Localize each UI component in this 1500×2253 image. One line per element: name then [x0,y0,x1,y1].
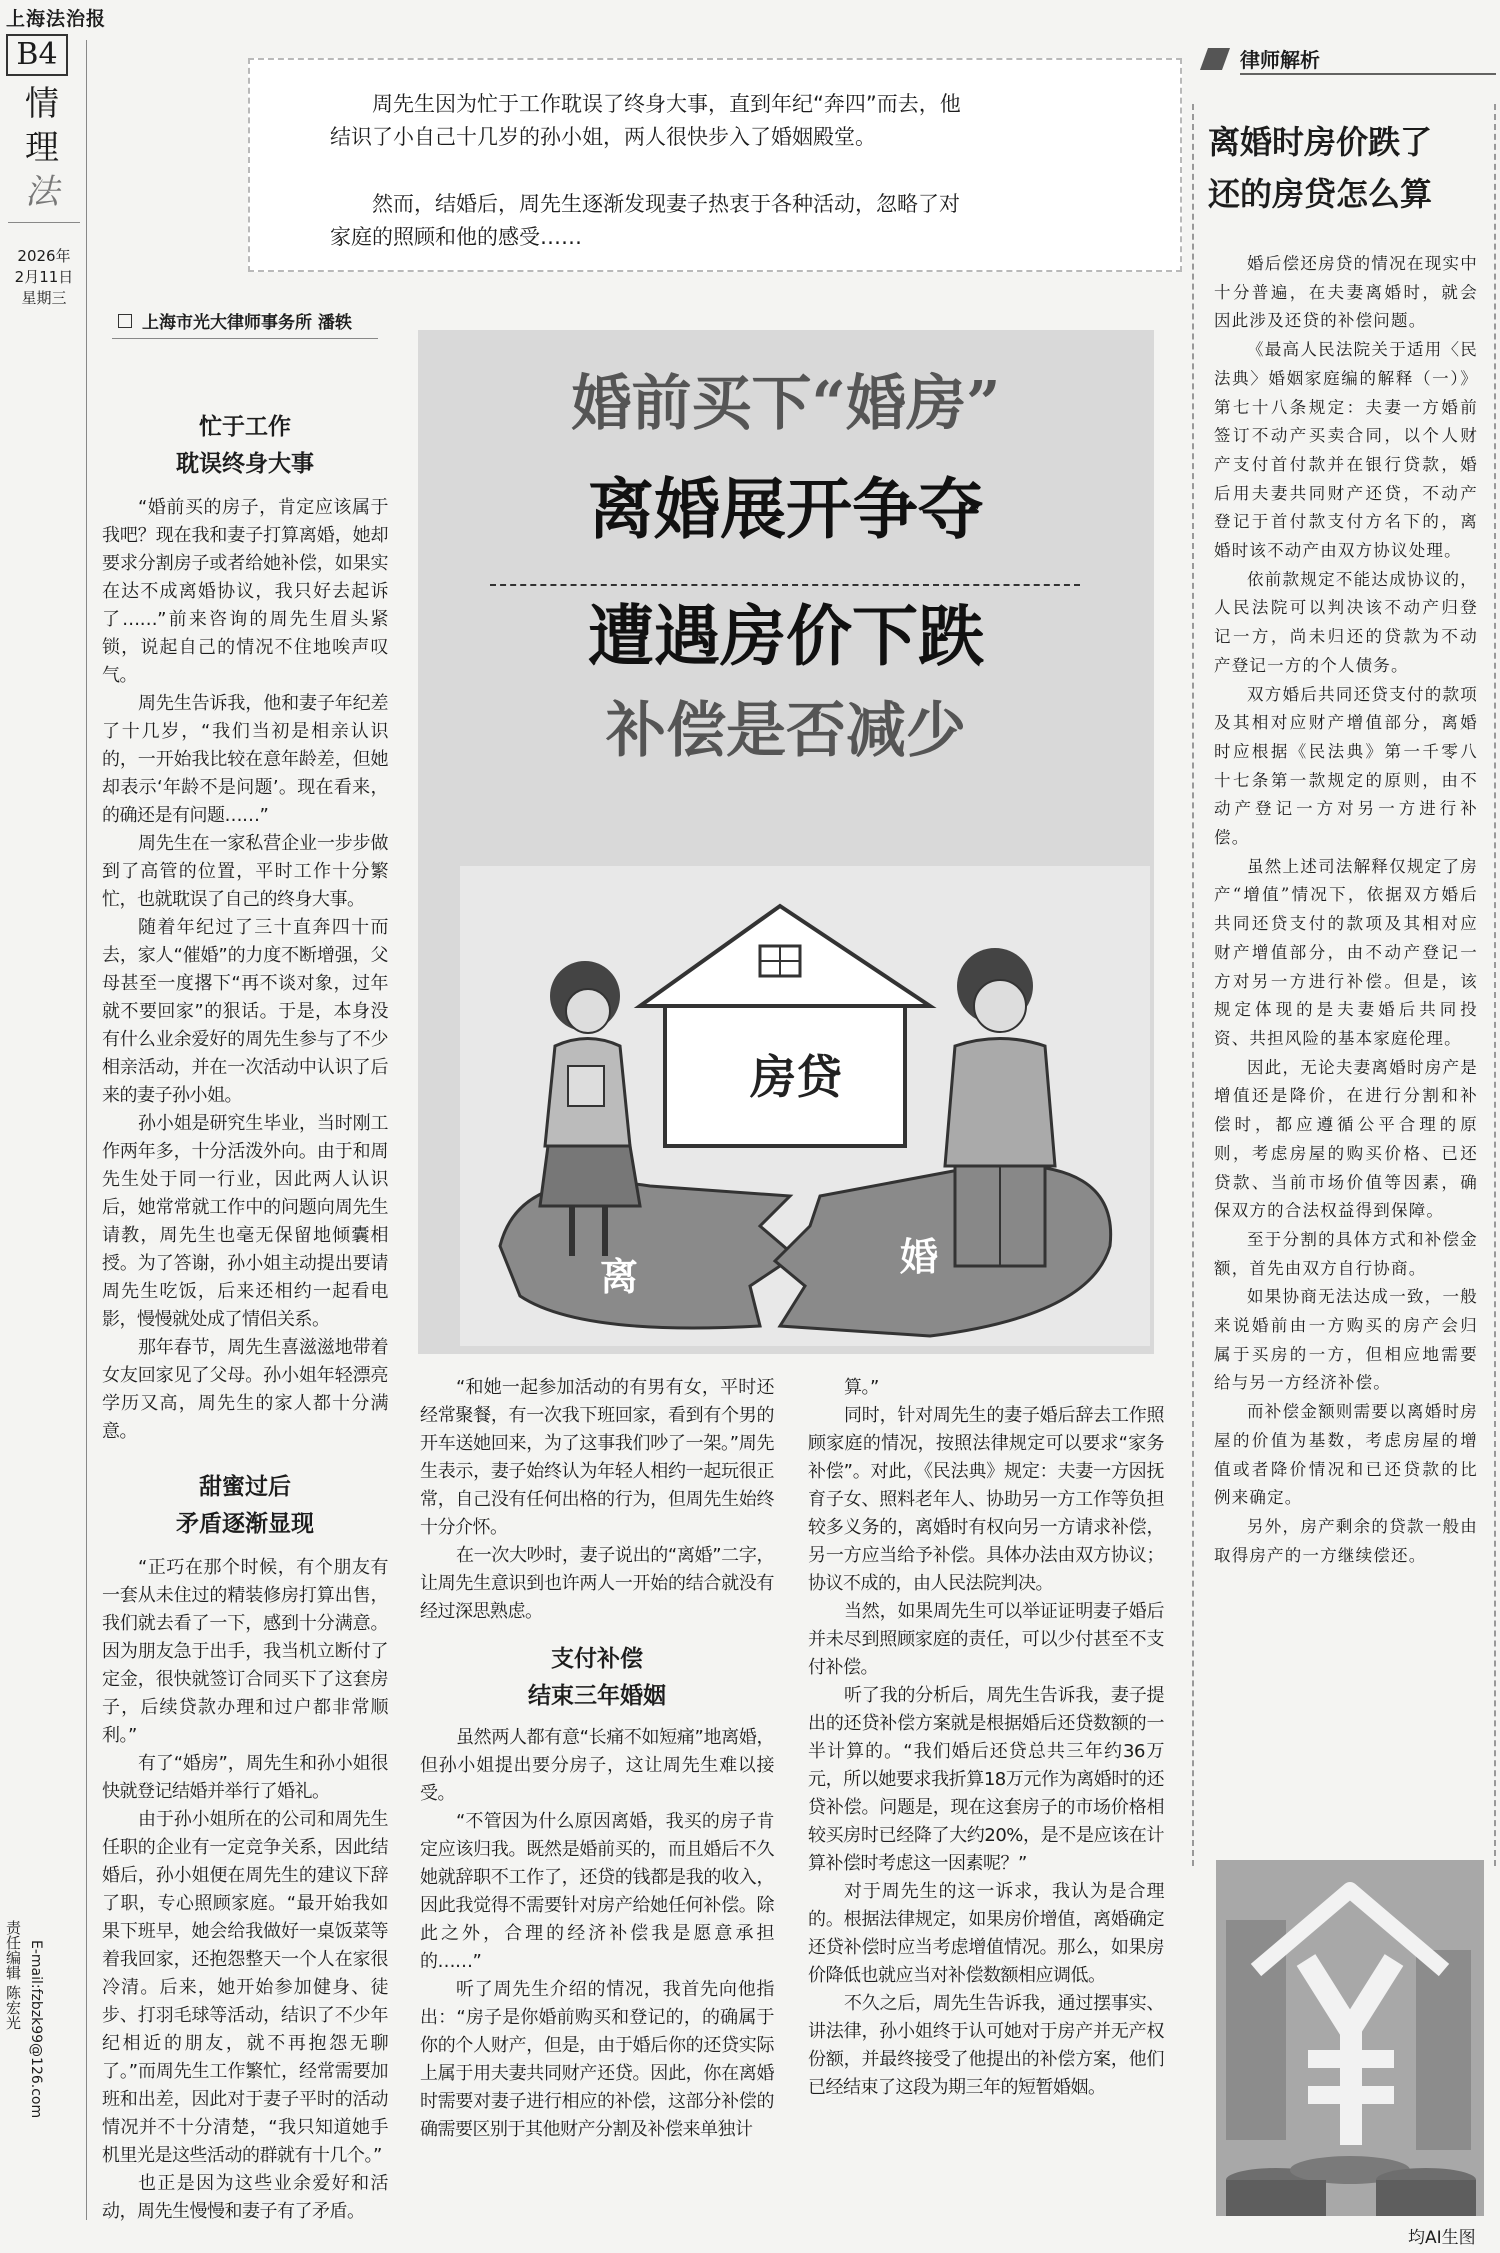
body-paragraph: “婚前买的房子，肯定应该属于我吧？现在我和妻子打算离婚，她却要求分割房子或者给她补偿，如果实在达不成离婚协议，我只好去起诉了……”前来咨询的周先生眉头紧锁，说起自己的情况不住地唉声叹气。 [102,497,388,686]
issue-date [8,246,80,309]
body-paragraph: 同时，针对周先生的妻子婚后辞去工作照顾家庭的情况，按照法律规定可以要求“家务补偿”。对此，《民法典》规定：夫妻一方因抚育子女、照料老年人、协助另一方工作等负担较多义务的，离婚时有权向另一方请求补偿，另一方应当给予补偿。具体办法由双方协议；协议不成的，由人民法院判决。 [808,1405,1164,1594]
editor-email: E-mail:fzbzk99@126.com [28,1940,44,2119]
subheading-line: 矛盾逐渐显现 [176,1510,314,1537]
editor-credit: 责任编辑 陈宏光 [4,1920,22,2030]
divider [112,338,378,339]
divider [86,40,87,2220]
yuan-illustration [1216,1860,1484,2216]
sidebar-title-line: 离婚时房价跌了 [1208,123,1433,161]
heart-right-label: 婚 [900,1234,939,1279]
author-name: 上海市光大律师事务所 潘轶 [142,313,352,333]
body-paragraph: 随着年纪过了三十直奔四十而去，家人“催婚”的力度不断增强，父母甚至一度撂下“再不谈对象，过年就不要回家”的狠话。于是，本身没有什么业余爱好的周先生参与了不少相亲活动，并在一次活动中认识了后来的妻子孙小姐。 [102,917,388,1106]
body-paragraph: 那年春节，周先生喜滋滋地带着女友回家见了父母。孙小姐年轻漂亮学历又高，周先生的家人都十分满意。 [102,1337,388,1442]
image-credit: 均AI生图 [1408,2228,1476,2248]
body-paragraph: 孙小姐是研究生毕业，当时刚工作两年多，十分活泼外向。由于和周先生处于同一行业，因此两人认识后，她常常就工作中的问题向周先生请教，周先生也毫无保留地倾囊相授。为了答谢，孙小姐主动提出要请周先生吃饭，后来还相约一起看电影，慢慢就处成了情侣关系。 [102,1113,388,1330]
date-weekday: 星期三 [21,289,67,307]
sidebar-body [1214,250,1478,1570]
tag-label: 律师解析 [1240,48,1320,72]
column-3 [808,1374,1164,2102]
subheading [102,408,388,482]
illustration [460,866,1150,1346]
body-paragraph: 对于周先生的这一诉求，我认为是合理的。根据法律规定，如果房价增值，离婚确定还贷补偿时应当考虑增值情况。那么，如果房价降低也就应当对补偿数额相应调低。 [808,1881,1164,1986]
house-label: 房贷 [750,1050,842,1104]
body-paragraph: 虽然两人都有意“长痛不如短痛”地离婚，但孙小姐提出要分房子，这让周先生难以接受。 [420,1727,774,1804]
headline-line: 婚前买下“婚房” [571,369,1001,439]
newspaper-masthead: 上海法治报 [6,8,107,30]
subheading-line: 忙于工作 [199,413,291,440]
sidebar-paragraph: 依前款规定不能达成协议的，人民法院可以判决该不动产归登记一方，尚未归还的贷款为不动产登记一方的个人债务。 [1214,569,1478,675]
intro-paragraph: 然而，结婚后，周先生逐渐发现妻子热衷于各种活动，忽略了对家庭的照顾和他的感受…… [330,192,960,249]
body-paragraph: 周先生告诉我，他和妻子年纪差了十几岁，“我们当初是相亲认识的，一开始我比较在意年龄差，但她却表示‘年龄不是问题’。现在看来，的确还是有问题……” [102,693,388,826]
date-day: 2月11日 [14,268,74,286]
subheading-line: 支付补偿 [551,1645,643,1672]
sidebar-paragraph: 双方婚后共同还贷支付的款项及其相对应财产增值部分，离婚时应根据《民法典》第一千零八十七条第一款规定的原则，由不动产登记一方对另一方进行补偿。 [1214,684,1478,848]
body-paragraph: 不久之后，周先生告诉我，通过摆事实、讲法律，孙小姐终于认可她对于房产并无产权份额，并最终接受了他提出的补偿方案，他们已经结束了这段为期三年的短暂婚姻。 [808,1993,1164,2098]
sidebar-paragraph: 而补偿金额则需要以离婚时房屋的价值为基数，考虑房屋的增值或者降价情况和已还贷款的比例来确定。 [1214,1402,1478,1508]
date-year: 2026年 [17,247,71,265]
section-title [20,82,64,214]
body-paragraph: 听了我的分析后，周先生告诉我，妻子提出的还贷补偿方案就是根据婚后还贷数额的一半计算的。“我们婚后还贷总共三年约36万元，所以她要求我折算18万元作为离婚时的还贷补偿。问题是，现在这套房子的市场价格相较买房时已经降了大约20%，是不是应该在计算补偿时考虑这一因素呢？” [808,1685,1164,1874]
body-paragraph: 在一次大吵时，妻子说出的“离婚”二字，让周先生意识到也许两人一开始的结合就没有经过深思熟虑。 [420,1545,774,1622]
subheading [420,1640,774,1714]
body-paragraph: 有了“婚房”，周先生和孙小姐很快就登记结婚并举行了婚礼。 [102,1753,388,1802]
body-paragraph: 周先生在一家私营企业一步步做到了高管的位置，平时工作十分繁忙，也就耽误了自己的终身大事。 [102,833,388,910]
column-2 [420,1374,774,2144]
headline-line: 离婚展开争夺 [588,470,984,548]
body-paragraph: “正巧在那个时候，有个朋友有一套从未住过的精装修房打算出售，我们就去看了一下，感到十分满意。因为朋友急于出手，我当机立断付了定金，很快就签订合同买下了这套房子，后续贷款办理和过户都非常顺利。” [102,1557,388,1746]
sidebar-paragraph: 如果协商无法达成一致，一般来说婚前由一方购买的房产会归属于买房的一方，但相应地需要给与另一方经济补偿。 [1214,1287,1478,1393]
body-paragraph: 算。” [844,1377,879,1398]
subheading [102,1468,388,1542]
section-char: 情 [25,84,59,124]
author-line [118,308,352,333]
sidebar-paragraph: 《最高人民法院关于适用〈民法典〉婚姻家庭编的解释（一）》第七十八条规定：夫妻一方婚前签订不动产买卖合同，以个人财产支付首付款并在银行贷款，婚后用夫妻共同财产还贷，不动产登记于首付款支付方名下的，离婚时该不动产由双方协议处理。 [1214,340,1478,561]
headline-line: 补偿是否减少 [606,696,966,766]
yuan-house-icon [1216,1860,1484,2216]
body-paragraph: “不管因为什么原因离婚，我买的房子肯定应该归我。既然是婚前买的，而且婚后不久她就辞职不工作了，还贷的钱都是我的收入，因此我觉得不需要针对房产给她任何补偿。除此之外，合理的经济补偿我是愿意承担的……” [420,1811,774,1972]
section-char: 理 [25,128,59,168]
column-1 [102,408,388,2226]
sidebar-paragraph: 因此，无论夫妻离婚时房产是增值还是降价，在进行分割和补偿时，都应遵循公平合理的原则，考虑房屋的购买价格、已还贷款、当前市场价值等因素，确保双方的合法权益得到保障。 [1214,1057,1478,1221]
body-paragraph: “和她一起参加活动的有男有女，平时还经常聚餐，有一次我下班回家，看到有个男的开车送她回来，为了这事我们吵了一架。”周先生表示，妻子始终认为年轻人相约一起玩很正常，自己没有任何出格的行为，但周先生始终十分介怀。 [420,1377,774,1538]
sidebar-title-line: 还的房贷怎么算 [1208,175,1433,213]
body-paragraph: 也正是因为这些业余爱好和活动，周先生慢慢和妻子有了矛盾。 [102,2173,388,2222]
square-icon [118,314,132,328]
body-paragraph: 当然，如果周先生可以举证证明妻子婚后并未尽到照顾家庭的责任，可以少付甚至不支付补偿。 [808,1601,1164,1678]
heart-left-label: 离 [600,1254,639,1299]
page-number: B4 [6,34,68,76]
sidebar-title [1208,116,1484,220]
sidebar-paragraph: 另外，房产剩余的贷款一般由取得房产的一方继续偿还。 [1214,1516,1478,1565]
headline-divider [490,584,1080,586]
body-paragraph: 听了周先生介绍的情况，我首先向他指出：“房子是你婚前购买和登记的，的确属于你的个人财产，但是，由于婚后你的还贷实际上属于用夫妻共同财产还贷。因此，你在离婚时需要对妻子进行相应的补偿，这部分补偿的确需要区别于其他财产分割及补偿来单独计 [420,1979,774,2140]
headline-line: 遭遇房价下跌 [588,597,984,675]
sidebar-paragraph: 虽然上述司法解释仅规定了房产“增值”情况下，依据双方婚后共同还贷支付的款项及其相对应财产增值部分，由不动产登记一方对另一方进行补偿。但是，该规定体现的是夫妻婚后共同投资、共担风险的基本家庭伦理。 [1214,856,1478,1048]
divider [8,222,80,223]
intro-paragraph: 周先生因为忙于工作耽误了终身大事，直到年纪“奔四”而去，他结识了小自己十几岁的孙小姐，两人很快步入了婚姻殿堂。 [330,92,961,149]
subheading-line: 结束三年婚姻 [528,1682,666,1709]
lawyer-analysis-tag [1200,42,1500,76]
sidebar-paragraph: 婚后偿还房贷的情况在现实中十分普遍，在夫妻离婚时，就会因此涉及还贷的补偿问题。 [1214,254,1478,331]
section-char: 法 [25,172,59,212]
body-paragraph: 由于孙小姐所在的公司和周先生任职的企业有一定竞争关系，因此结婚后，孙小姐便在周先生的建议下辞了职，专心照顾家庭。“最开始我如果下班早，她会给我做好一桌饭菜等着我回家，还抱怨整天一个人在家很冷清。后来，她开始参加健身、徒步、打羽毛球等活动，结识了不少年纪相近的朋友，就不再抱怨无聊了。”而周先生工作繁忙，经常需要加班和出差，因此对于妻子平时的活动情况并不十分清楚，“我只知道她手机里光是这些活动的群就有十几个。” [102,1809,388,2166]
sidebar-paragraph: 至于分割的具体方式和补偿金额，首先由双方自行协商。 [1214,1229,1478,1278]
subheading-line: 耽误终身大事 [176,450,314,477]
subheading-line: 甜蜜过后 [199,1473,291,1500]
